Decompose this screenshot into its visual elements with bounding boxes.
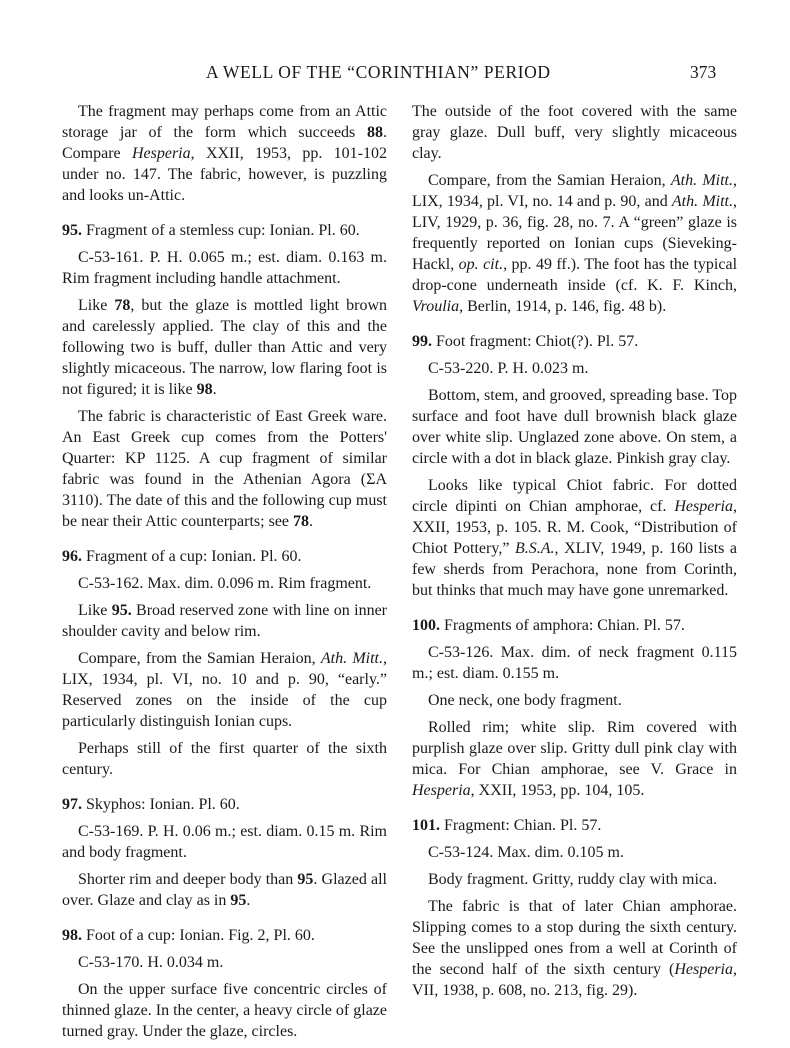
catalogue-reference: 78	[114, 297, 131, 314]
journal-title: Ath. Mitt.	[671, 193, 733, 210]
entry-number: 99.	[412, 333, 432, 350]
running-head	[0, 62, 790, 86]
entry-99-paragraph: Bottom, stem, and grooved, spreading base. Top surface and foot have dull brownish black glaze over white slip. Unglazed zone above. On stem, a circle with a dot in black glaze. Pinkish gray clay.	[412, 387, 737, 467]
catalogue-reference: 95	[230, 892, 247, 909]
journal-title: Hesperia	[131, 145, 191, 162]
entry-98-continuation: The outside of the foot covered with the same gray glaze. Dull buff, very slightly micaceous clay.	[412, 103, 737, 162]
entry-100-inventory: C-53-126. Max. dim. of neck fragment 0.115 m.; est. diam. 0.155 m.	[412, 644, 737, 682]
entry-98-paragraph: On the upper surface five concentric circles of thinned glaze. In the center, a heavy circle of glaze turned gray. Under the glaze, circles.	[62, 981, 387, 1040]
left-column	[62, 101, 387, 1048]
catalogue-reference: 88	[367, 124, 383, 141]
catalogue-reference: 95	[297, 871, 314, 888]
journal-title: Ath. Mitt.	[670, 172, 733, 189]
book-title: Vroulia	[412, 298, 460, 315]
entry-number: 98.	[62, 927, 82, 944]
entry-100-paragraph: One neck, one body fragment.	[428, 692, 622, 709]
entry-99-inventory: C-53-220. P. H. 0.023 m.	[428, 360, 589, 377]
journal-title: Ath. Mitt.	[320, 650, 383, 667]
paragraph-intro: The fragment may perhaps come from an Attic storage jar of the form which succeeds 88. Compare Hesperia, XXII, 1953, pp. 101-102 under no. 147. The fabric, however, is puzzling and looks un-Attic.	[62, 103, 387, 204]
entry-99-heading: 99. Foot fragment: Chiot(?). Pl. 57.	[412, 333, 639, 350]
entry-95-paragraph: Like 78, but the glaze is mottled light brown and carelessly applied. The clay of this and the following two is buff, duller than Attic and very slightly micaceous. The narrow, low flaring foot is not figured; it is like 98.	[62, 297, 387, 398]
right-column	[412, 101, 737, 1007]
entry-101-paragraph: Body fragment. Gritty, ruddy clay with mica.	[428, 871, 718, 888]
page-number: 373	[690, 62, 717, 82]
catalogue-reference: 78	[293, 513, 310, 530]
journal-title: Hesperia	[412, 782, 471, 799]
entry-96-paragraph: Like 95. Broad reserved zone with line on inner shoulder cavity and below rim.	[62, 602, 387, 640]
catalogue-reference: 95.	[111, 602, 132, 619]
entry-number: 95.	[62, 222, 82, 239]
entry-97-inventory: C-53-169. P. H. 0.06 m.; est. diam. 0.15 m. Rim and body fragment.	[62, 823, 387, 861]
entry-100-heading: 100. Fragments of amphora: Chian. Pl. 57.	[412, 617, 685, 634]
entry-101-heading: 101. Fragment: Chian. Pl. 57.	[412, 817, 602, 834]
entry-97-heading: 97. Skyphos: Ionian. Pl. 60.	[62, 796, 240, 813]
op-cit: op. cit.	[458, 256, 504, 273]
journal-title: Hesperia	[674, 498, 733, 515]
journal-title: Hesperia	[674, 961, 733, 978]
entry-number: 97.	[62, 796, 82, 813]
entry-number: 100.	[412, 617, 440, 634]
entry-101-inventory: C-53-124. Max. dim. 0.105 m.	[428, 844, 624, 861]
entry-96-paragraph: Perhaps still of the first quarter of the sixth century.	[62, 740, 387, 778]
entry-98-inventory: C-53-170. H. 0.034 m.	[78, 954, 224, 971]
journal-title: B.S.A.	[514, 540, 555, 557]
entry-99-paragraph: Looks like typical Chiot fabric. For dotted circle dipinti on Chian amphorae, cf. Hesperia, XXII, 1953, p. 105. R. M. Cook, “Distribution of Chiot Pottery,” B.S.A., XLIV, 1949, p. 160 lists a few sherds from Perachora, none from Corinth, but thinks that much may have gone unremarked.	[412, 477, 737, 599]
entry-96-heading: 96. Fragment of a cup: Ionian. Pl. 60.	[62, 548, 302, 565]
entry-95-inventory: C-53-161. P. H. 0.065 m.; est. diam. 0.163 m. Rim fragment including handle attachment.	[62, 249, 387, 287]
catalogue-reference: 98	[196, 381, 213, 398]
entry-number: 101.	[412, 817, 440, 834]
entry-96-inventory: C-53-162. Max. dim. 0.096 m. Rim fragment.	[78, 575, 372, 592]
entry-number: 96.	[62, 548, 82, 565]
entry-98-heading: 98. Foot of a cup: Ionian. Fig. 2, Pl. 60.	[62, 927, 315, 944]
entry-97-paragraph: Shorter rim and deeper body than 95. Glazed all over. Glaze and clay as in 95.	[62, 871, 387, 909]
entry-95-paragraph: The fabric is characteristic of East Greek ware. An East Greek cup comes from the Potters' Quarter: KP 1125. A cup fragment of similar fabric was found in the Athenian Agora (ΣA 3110). The date of this and the following cup must be near their Attic counterparts; see 78.	[62, 408, 387, 530]
entry-96-paragraph: Compare, from the Samian Heraion, Ath. Mitt., LIX, 1934, pl. VI, no. 10 and p. 90, “early.” Reserved zones on the inside of the cup particularly distinguish Ionian cups.	[62, 650, 387, 730]
running-title: A WELL OF THE “CORINTHIAN” PERIOD	[206, 62, 551, 82]
entry-95-heading: 95. Fragment of a stemless cup: Ionian. Pl. 60.	[62, 222, 360, 239]
entry-100-paragraph: Rolled rim; white slip. Rim covered with purplish glaze over slip. Gritty dull pink clay with mica. For Chian amphorae, see V. Grace in Hesperia, XXII, 1953, pp. 104, 105.	[412, 719, 737, 799]
entry-101-paragraph: The fabric is that of later Chian amphorae. Slipping comes to a stop during the sixth century. See the unslipped ones from a well at Corinth of the second half of the sixth century (Hesperia, VII, 1938, p. 608, no. 213, fig. 29).	[412, 898, 737, 999]
entry-98-paragraph: Compare, from the Samian Heraion, Ath. Mitt., LIX, 1934, pl. VI, no. 14 and p. 90, and Ath. Mitt., LIV, 1929, p. 36, fig. 28, no. 7. A “green” glaze is frequently reported on Ionian cups (Sieveking-Hackl, op. cit., pp. 49 ff.). The foot has the typical drop-cone underneath inside (cf. K. F. Kinch, Vroulia, Berlin, 1914, p. 146, fig. 48 b).	[412, 172, 738, 315]
